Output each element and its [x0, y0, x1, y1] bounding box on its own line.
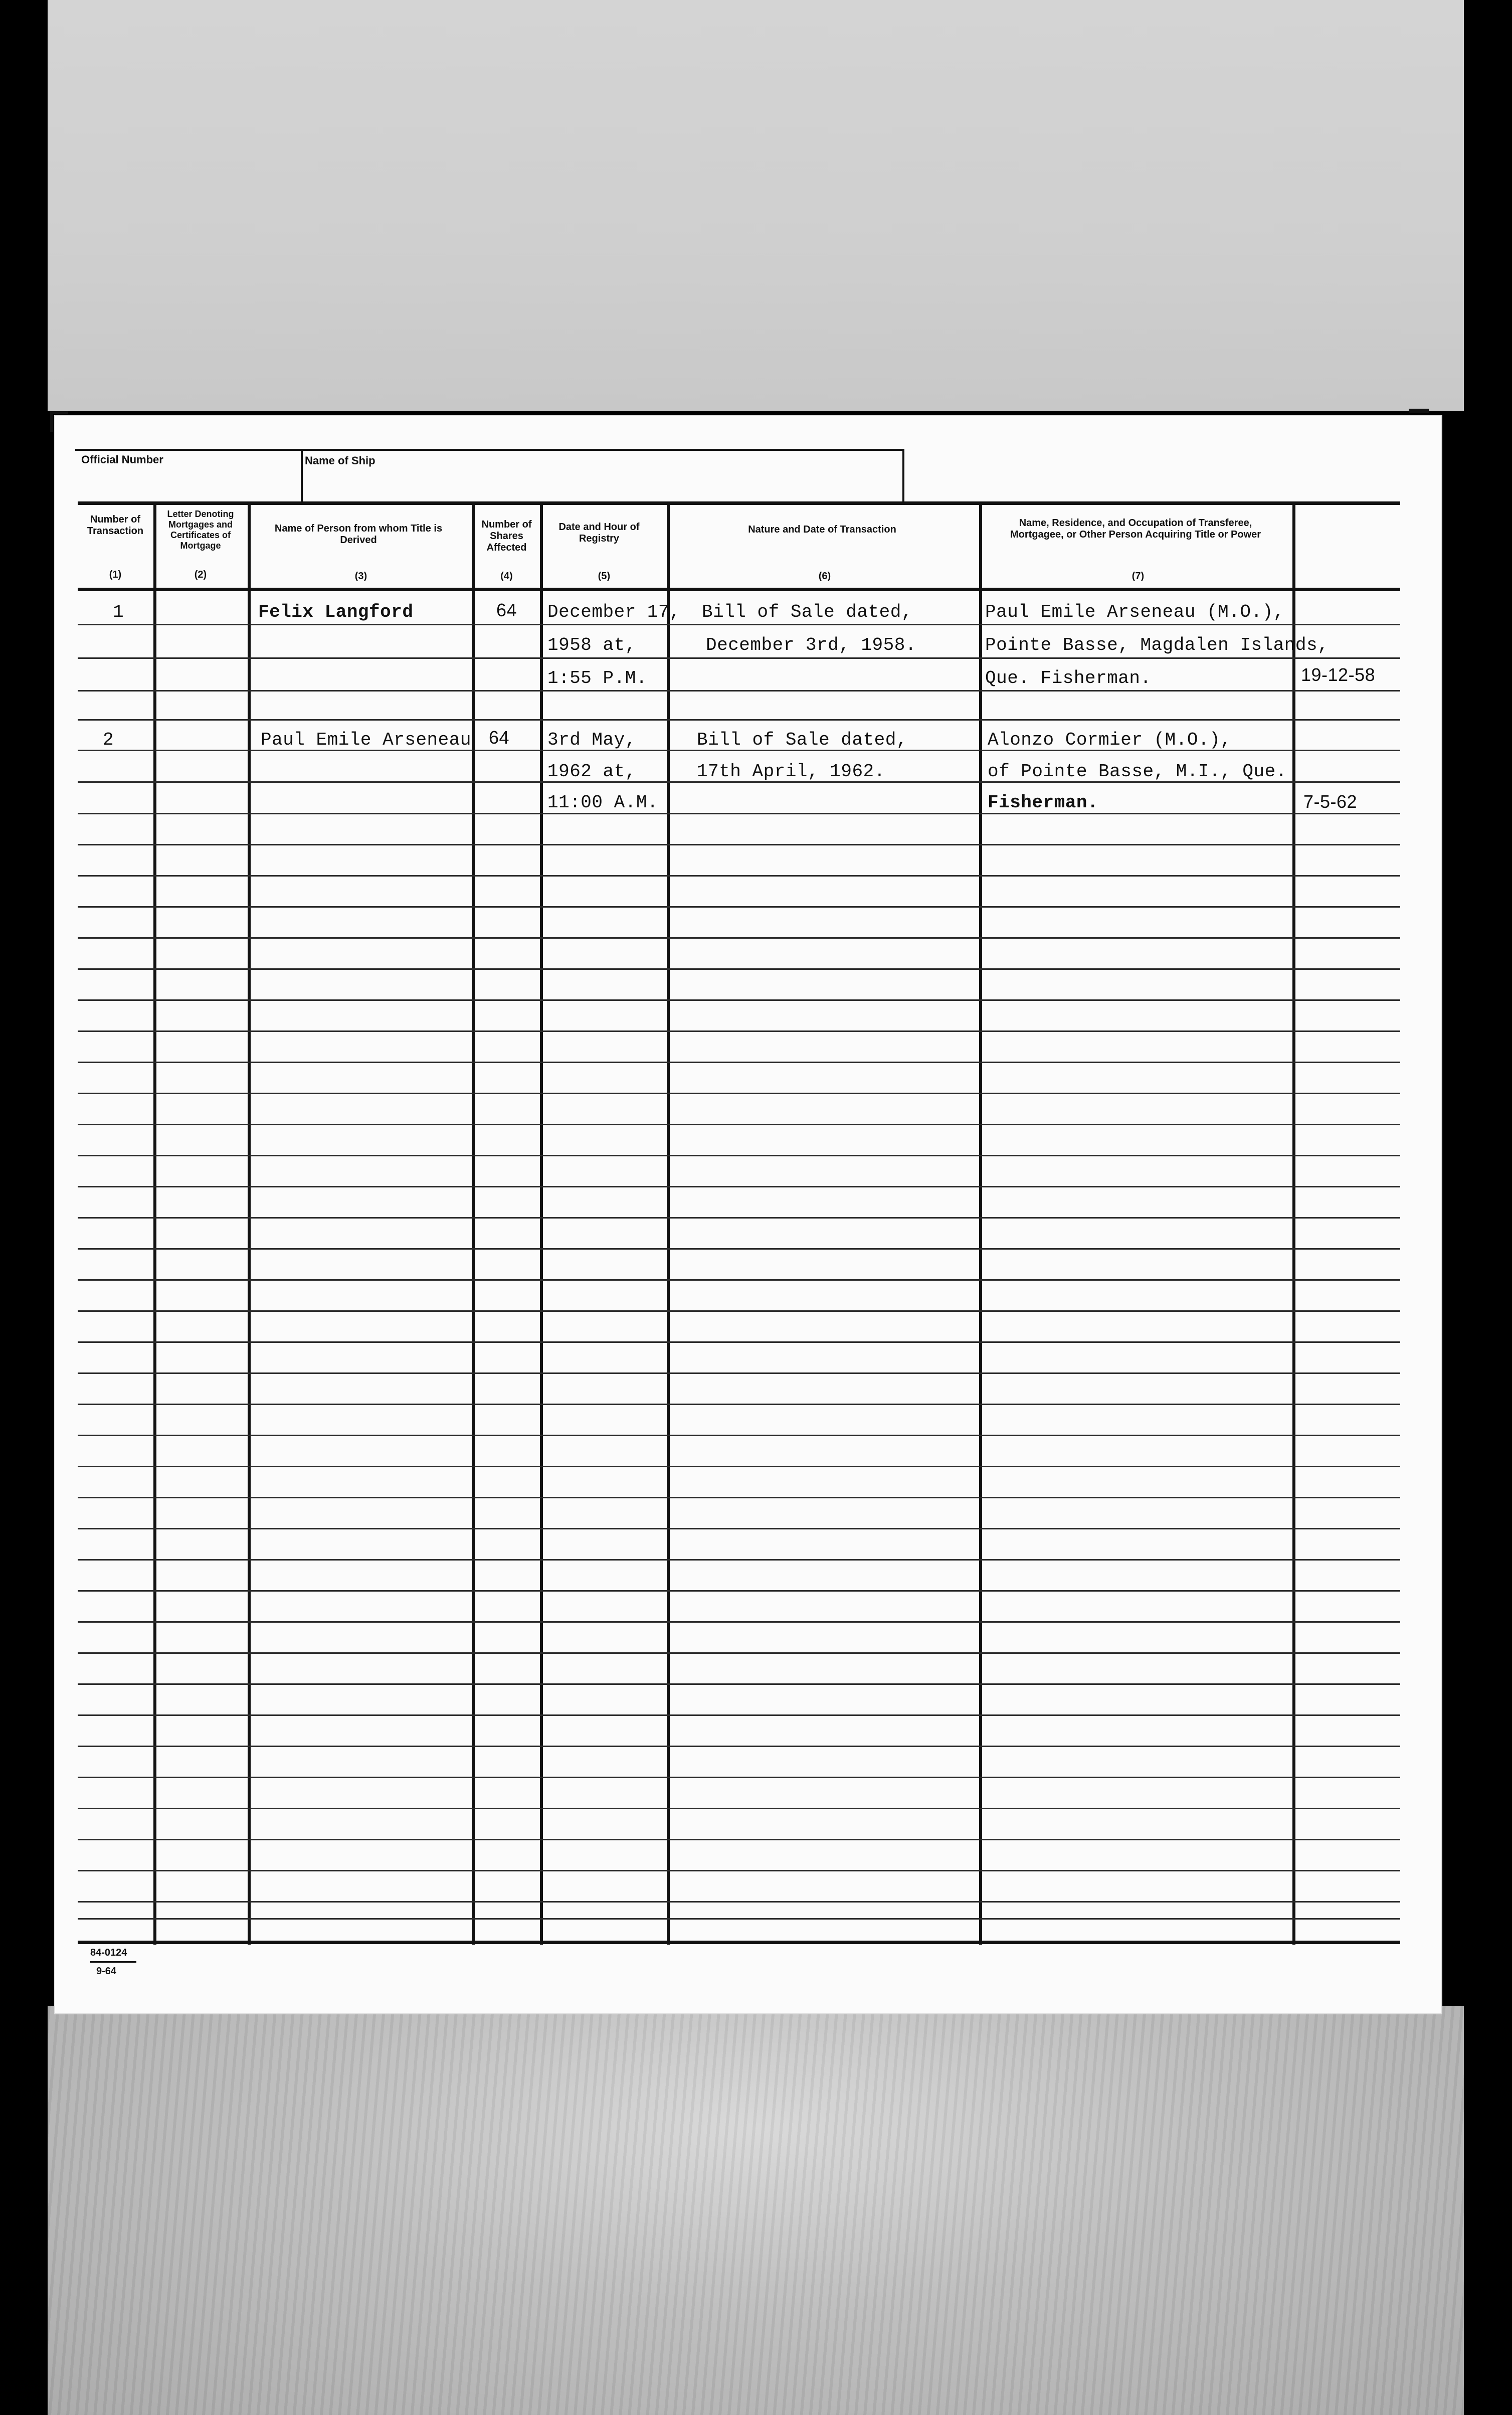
col2-heading: Letter Denoting Mortgages and Certificates of Mortgage	[167, 509, 234, 551]
entry2-shares: 64	[489, 727, 510, 748]
table-bottom-rule	[78, 1941, 1400, 1944]
entry2-date-note: 7-5-62	[1303, 791, 1358, 812]
col-rule-3	[472, 501, 475, 1945]
entry2-registry-line1: 3rd May,	[547, 730, 636, 750]
col6-number: (6)	[818, 571, 831, 582]
entry2-registry-line2: 1962 at,	[547, 761, 636, 782]
entry1-nature-line2: December 3rd, 1958.	[706, 635, 916, 655]
corner-mark	[50, 411, 68, 432]
entry1-shares: 64	[496, 600, 517, 620]
entry1-from-person: Felix Langford	[258, 602, 414, 622]
col-rule-5	[667, 501, 670, 1945]
col1-number: (1)	[109, 569, 122, 580]
entry1-nature-line1: Bill of Sale dated,	[702, 602, 912, 622]
entry2-from-person: Paul Emile Arseneau	[261, 730, 471, 750]
entry2-transferee-line1: Alonzo Cormier (M.O.),	[988, 730, 1232, 750]
ship-name-box	[301, 449, 904, 503]
entry1-number: 1	[113, 602, 124, 622]
entry2-registry-line3: 11:00 A.M.	[547, 792, 659, 813]
col6-heading: Nature and Date of Transaction	[748, 524, 896, 535]
col-rule-4	[540, 501, 543, 1945]
official-number-label: Official Number	[81, 453, 163, 466]
entry2-nature-line2: 17th April, 1962.	[697, 761, 885, 782]
film-background-top	[48, 0, 1464, 411]
entry1-transferee-line1: Paul Emile Arseneau (M.O.),	[985, 602, 1284, 622]
col4-heading: Number of Shares Affected	[481, 519, 532, 553]
entry1-transferee-line3: Que. Fisherman.	[985, 668, 1152, 688]
entry2-transferee-line3: Fisherman.	[988, 792, 1099, 813]
col7-number: (7)	[1131, 571, 1145, 582]
entry2-number: 2	[103, 730, 114, 750]
col4-number: (4)	[500, 571, 513, 582]
col-rule-2	[248, 501, 251, 1945]
col-rule-6	[979, 501, 982, 1945]
entry1-registry-line3: 1:55 P.M.	[547, 668, 647, 688]
entry1-transferee-line2: Pointe Basse, Magdalen Islands,	[985, 635, 1329, 655]
form-code-rule	[90, 1961, 136, 1963]
register-sheet	[55, 416, 1441, 2013]
col1-heading: Number of Transaction	[87, 514, 144, 537]
entry1-registry-line1: December 17,	[547, 602, 681, 622]
col2-number: (2)	[194, 569, 207, 580]
entry2-transferee-line2: of Pointe Basse, M.I., Que.	[988, 761, 1287, 782]
ship-name-label: Name of Ship	[305, 454, 375, 467]
header-bottom-rule	[78, 588, 1400, 591]
col-rule-1	[153, 501, 156, 1945]
col3-number: (3)	[354, 571, 367, 582]
col5-number: (5)	[598, 571, 611, 582]
col3-heading: Name of Person from whom Title is Derived	[274, 523, 443, 546]
table-top-rule	[78, 501, 1400, 505]
entry1-date-note: 19-12-58	[1301, 664, 1376, 685]
entry1-registry-line2: 1958 at,	[547, 635, 636, 655]
corner-mark-right	[1409, 409, 1429, 423]
col-rule-7	[1292, 501, 1295, 1945]
col7-heading: Name, Residence, and Occupation of Transferee, Mortgagee, or Other Person Acquiring Title or Power	[1010, 518, 1261, 540]
film-background-bottom	[48, 2006, 1464, 2415]
form-code: 84-0124	[90, 1947, 127, 1958]
col5-heading: Date and Hour of Registry	[558, 522, 640, 544]
entry2-nature-line1: Bill of Sale dated,	[697, 730, 907, 750]
form-date: 9-64	[96, 1966, 117, 1977]
